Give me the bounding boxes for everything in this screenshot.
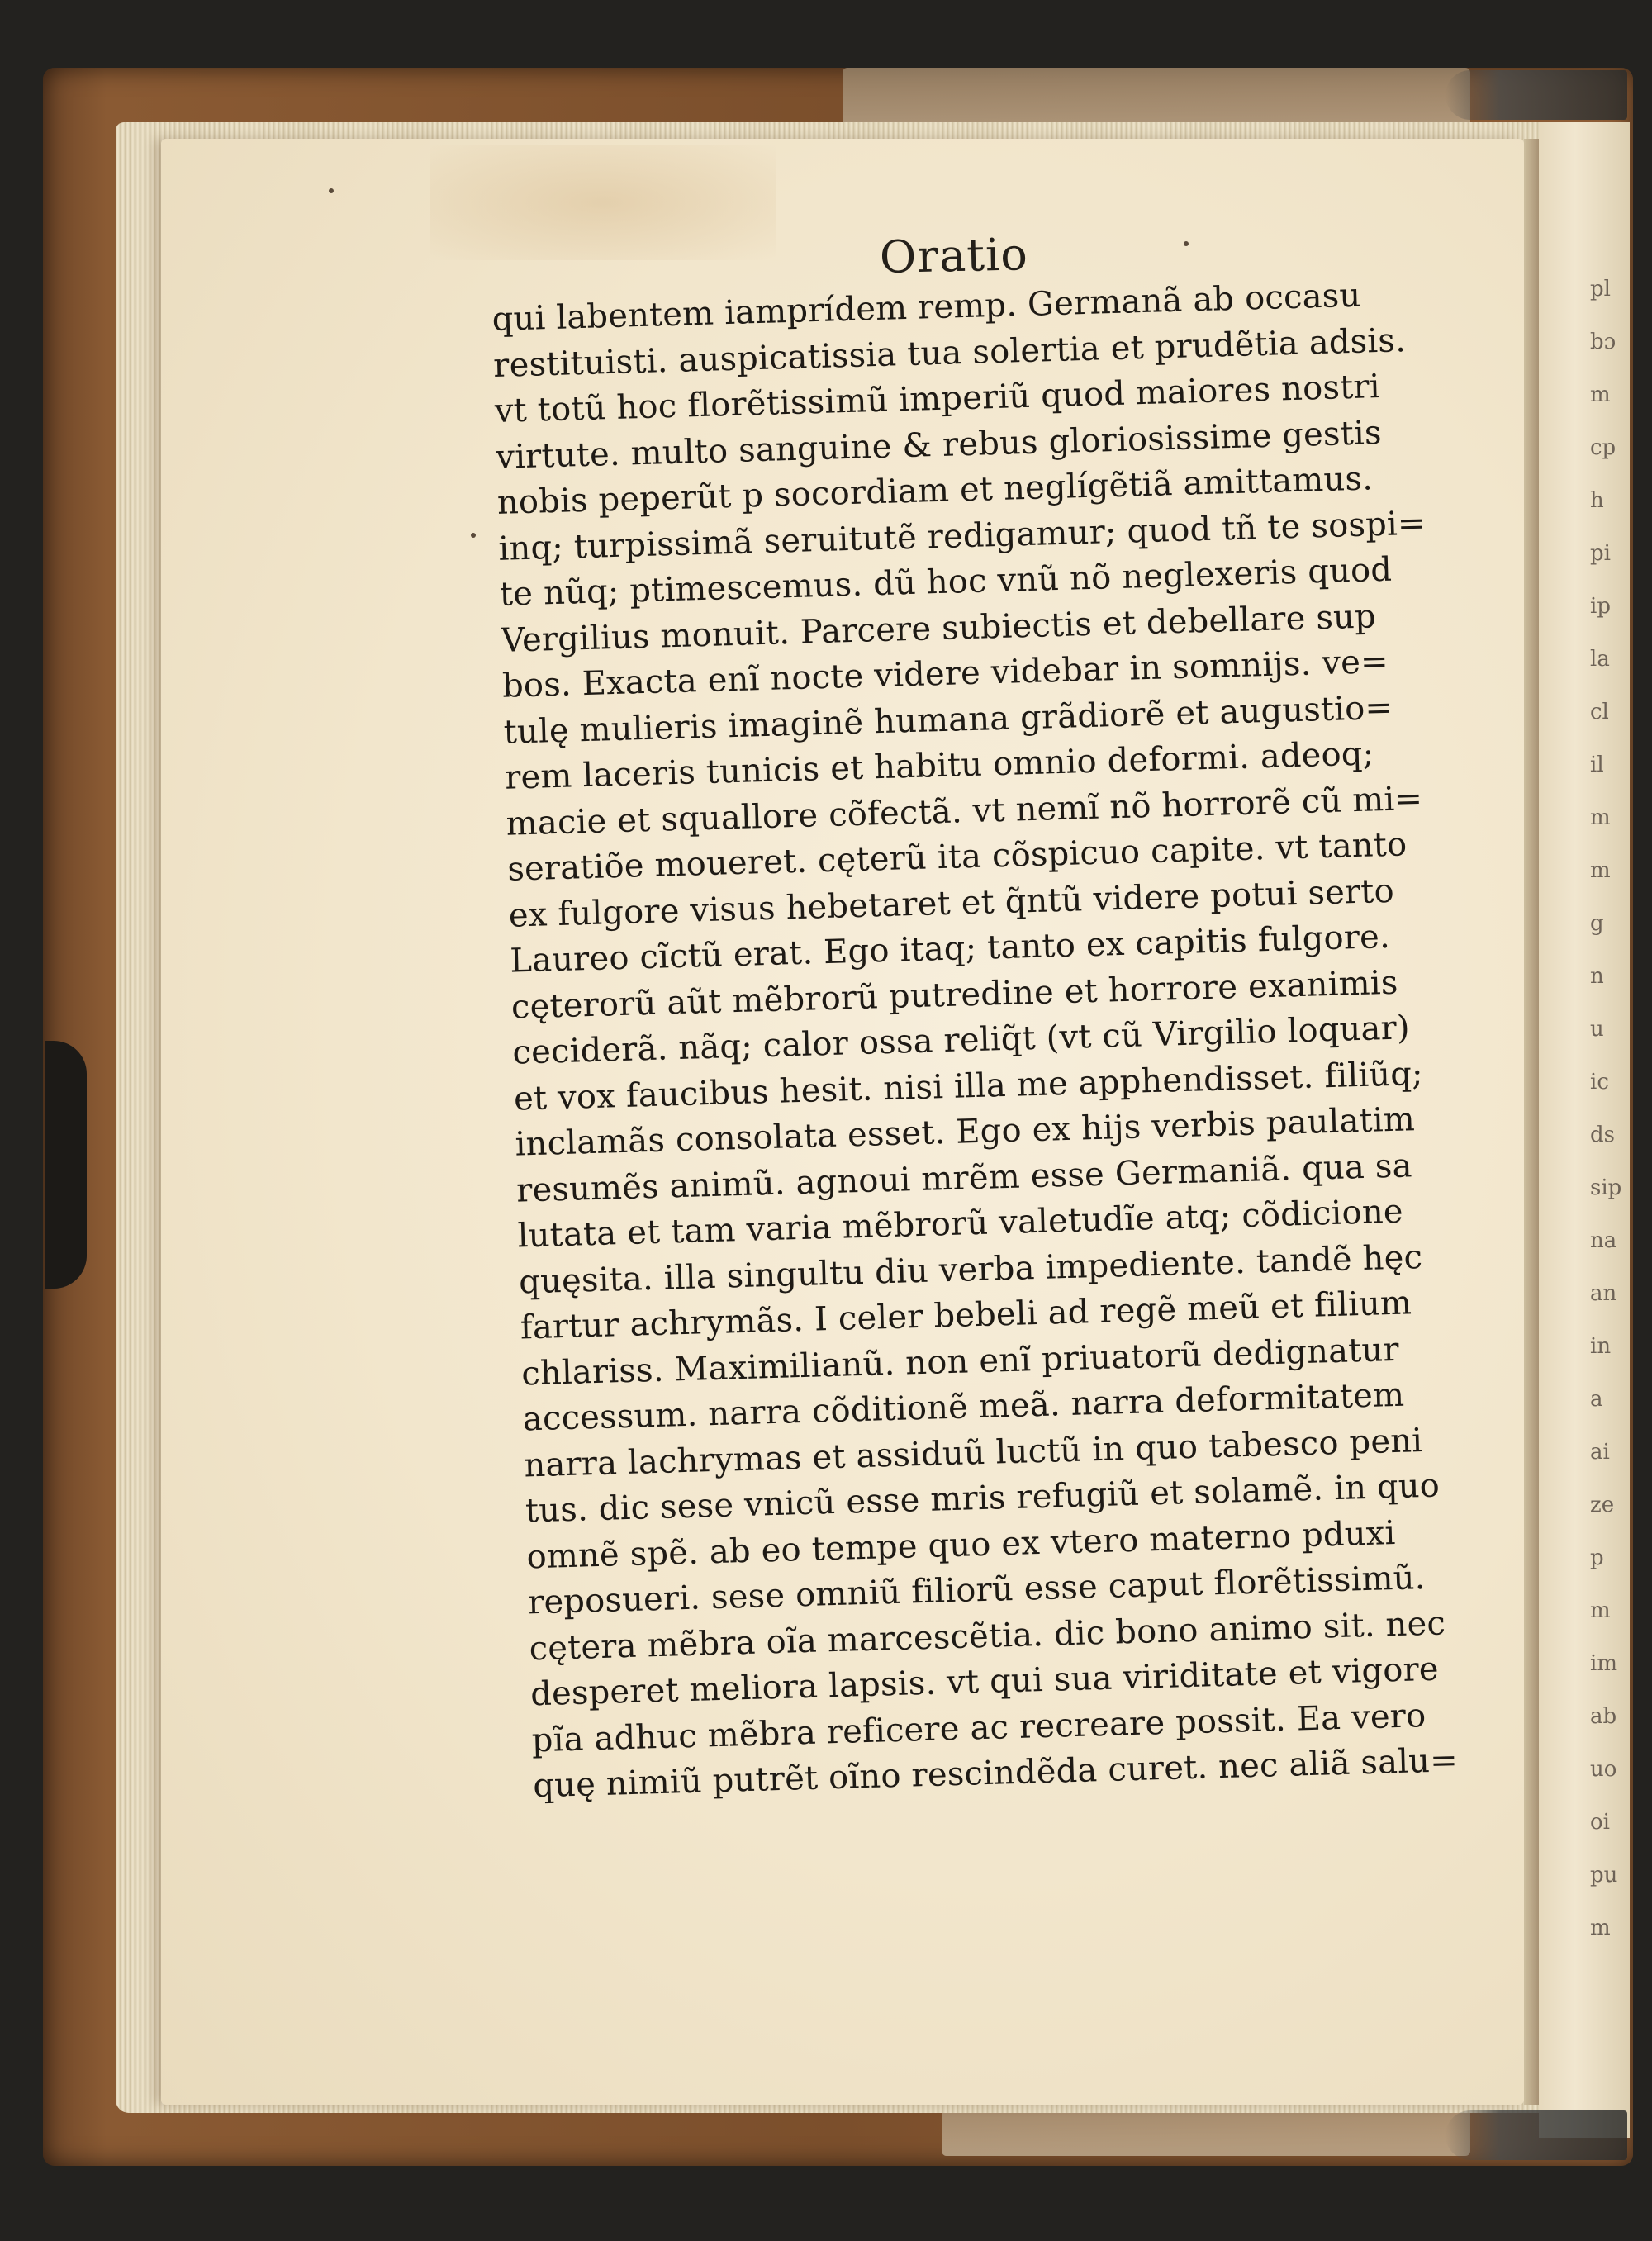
facing-page-fragment: pu [1590, 1863, 1618, 1887]
facing-page-fragment: bɔ [1590, 330, 1616, 354]
text-line: seratiõe moueret. cęterũ ita cõspicuo capite. vt tanto [506, 825, 1408, 889]
facing-page-fragment: a [1590, 1387, 1603, 1412]
text-line: pĩa adhuc mẽbra reficere ac recreare possit. Ea vero [531, 1696, 1427, 1759]
facing-page-fragment: g [1590, 911, 1604, 936]
facing-page-fragment: m [1590, 1916, 1611, 1940]
facing-page-fragment: h [1590, 488, 1604, 513]
facing-page-fragment: in [1590, 1334, 1612, 1359]
facing-page-fragment: cp [1590, 435, 1616, 460]
text-line: bos. Exacta enĩ nocte videre videbar in somnijs. ve= [501, 642, 1389, 705]
ink-speck [1184, 241, 1189, 246]
facing-page-fragment: il [1590, 753, 1604, 777]
facing-page-fragment: u [1590, 1017, 1604, 1042]
facing-page-fragment: an [1590, 1281, 1617, 1306]
facing-page-fragment: ze [1590, 1493, 1615, 1517]
facing-page-fragment: p [1590, 1545, 1604, 1570]
facing-page-fragment: na [1590, 1228, 1617, 1253]
body-text [491, 269, 1541, 1810]
text-line: virtute. multo sanguine & rebus gloriosissime gestis [495, 413, 1383, 477]
text-line: tus. dic sese vnicũ esse mris refugiũ et solamẽ. in quo [525, 1466, 1441, 1531]
page-stain [430, 145, 776, 260]
facing-page-fragment: ai [1590, 1440, 1610, 1465]
facing-page-text [1590, 263, 1621, 1954]
text-line: te nũq; ptimescemus. dũ hoc vnũ nõ neglexeris quod [499, 550, 1393, 614]
text-line: tulę mulieris imaginẽ humana grãdiorẽ et augustio= [503, 688, 1393, 752]
text-line: quę nimiũ putrẽt oĩno rescindẽda curet. nec aliã salu= [532, 1741, 1459, 1806]
facing-page-fragment: ip [1590, 594, 1611, 619]
facing-page-fragment: m [1590, 805, 1611, 830]
text-line: nobis peperũt p socordiam et neglígẽtiã amittamus. [496, 459, 1374, 522]
text-line: reposueri. sese omniũ filiorũ esse caput florẽtissimũ. [527, 1559, 1427, 1622]
text-line: Vergilius monuit. Parcere subiectis et debellare sup [500, 596, 1377, 660]
facing-page-fragment: ab [1590, 1704, 1617, 1729]
text-line: ex fulgore visus hebetaret et q̃ntũ videre potui serto [508, 871, 1395, 935]
text-line: inclamãs consolata esset. Ego ex hijs verbis paulatim [515, 1100, 1416, 1164]
facing-page [1539, 122, 1630, 2138]
text-line: accessum. narra cõditionẽ meã. narra deformitatem [522, 1375, 1405, 1439]
text-line: inq; turpissimã seruitutẽ redigamur; quod tñ te sospi= [497, 504, 1427, 568]
facing-page-fragment: la [1590, 647, 1610, 672]
facing-page-fragment: im [1590, 1651, 1617, 1676]
text-line: cęterorũ aũt mẽbrorũ putredine et horrore exanimis [510, 963, 1399, 1027]
text-line: macie et squallore cõfectã. vt nemĩ nõ horrorẽ cũ mi= [506, 779, 1423, 843]
clasp-bottom [1446, 2110, 1627, 2160]
running-head: Oratio [879, 228, 1029, 283]
spine-notch [45, 1041, 87, 1289]
facing-page-fragment: ds [1590, 1123, 1615, 1147]
gutter [1524, 139, 1539, 2105]
text-line: lutata et tam varia mẽbrorũ valetudĩe atq; cõdicione [517, 1192, 1404, 1256]
text-line: qui labentem iamprídem remp. Germanã ab occasu [491, 276, 1361, 339]
facing-page-fragment: m [1590, 382, 1611, 407]
text-line: vt totũ hoc florẽtissimũ imperiũ quod maiores nostri [494, 368, 1381, 430]
facing-page-fragment: pl [1590, 277, 1611, 301]
facing-page-fragment: ic [1590, 1070, 1609, 1094]
text-line: quęsita. illa singultu diu verba impediente. tandẽ hęc [518, 1237, 1423, 1302]
text-line: desperet meliora lapsis. vt qui sua viriditate et vigore [529, 1650, 1440, 1714]
text-line: Laureo cĩctũ erat. Ego itaq; tanto ex capitis fulgore. [509, 917, 1391, 980]
facing-page-fragment: uo [1590, 1757, 1617, 1782]
text-line: ceciderã. nãq; calor ossa reliq̃t (vt cũ Virgilio loquar) [511, 1009, 1411, 1072]
ink-speck [471, 533, 476, 538]
text-line: omnẽ spẽ. ab eo tempe quo ex vtero materno pduxi [525, 1513, 1397, 1576]
text-line: narra lachrymas et assiduũ luctũ in quo tabesco peni [523, 1421, 1423, 1484]
text-line: fartur achrymãs. I celer bebeli ad regẽ meũ et filium [520, 1284, 1412, 1347]
facing-page-fragment: sip [1590, 1175, 1622, 1200]
facing-page-fragment: pi [1590, 541, 1611, 566]
ink-speck [329, 188, 334, 193]
text-line: rem laceris tunicis et habitu omnio deformi. adeoq; [504, 734, 1374, 797]
text-line: cętera mẽbra oĩa marcescẽtia. dic bono animo sit. nec [529, 1603, 1446, 1668]
text-line: et vox faucibus hesit. nisi illa me apphendisset. filiũq; [513, 1054, 1424, 1118]
facing-page-fragment: m [1590, 1598, 1611, 1623]
text-line: chlariss. Maximilianũ. non enĩ priuatorũ dedignatur [520, 1330, 1400, 1393]
text-line: restituisti. auspicatissia tua solertia et prudẽtia adsis. [492, 320, 1407, 385]
facing-page-fragment: m [1590, 858, 1611, 883]
facing-page-fragment: cl [1590, 700, 1609, 724]
facing-page-fragment: oi [1590, 1810, 1610, 1835]
facing-page-fragment: n [1590, 964, 1604, 989]
clasp-top [1446, 70, 1627, 120]
text-line: resumẽs animũ. agnoui mrẽm esse Germaniã. qua sa [515, 1146, 1413, 1210]
